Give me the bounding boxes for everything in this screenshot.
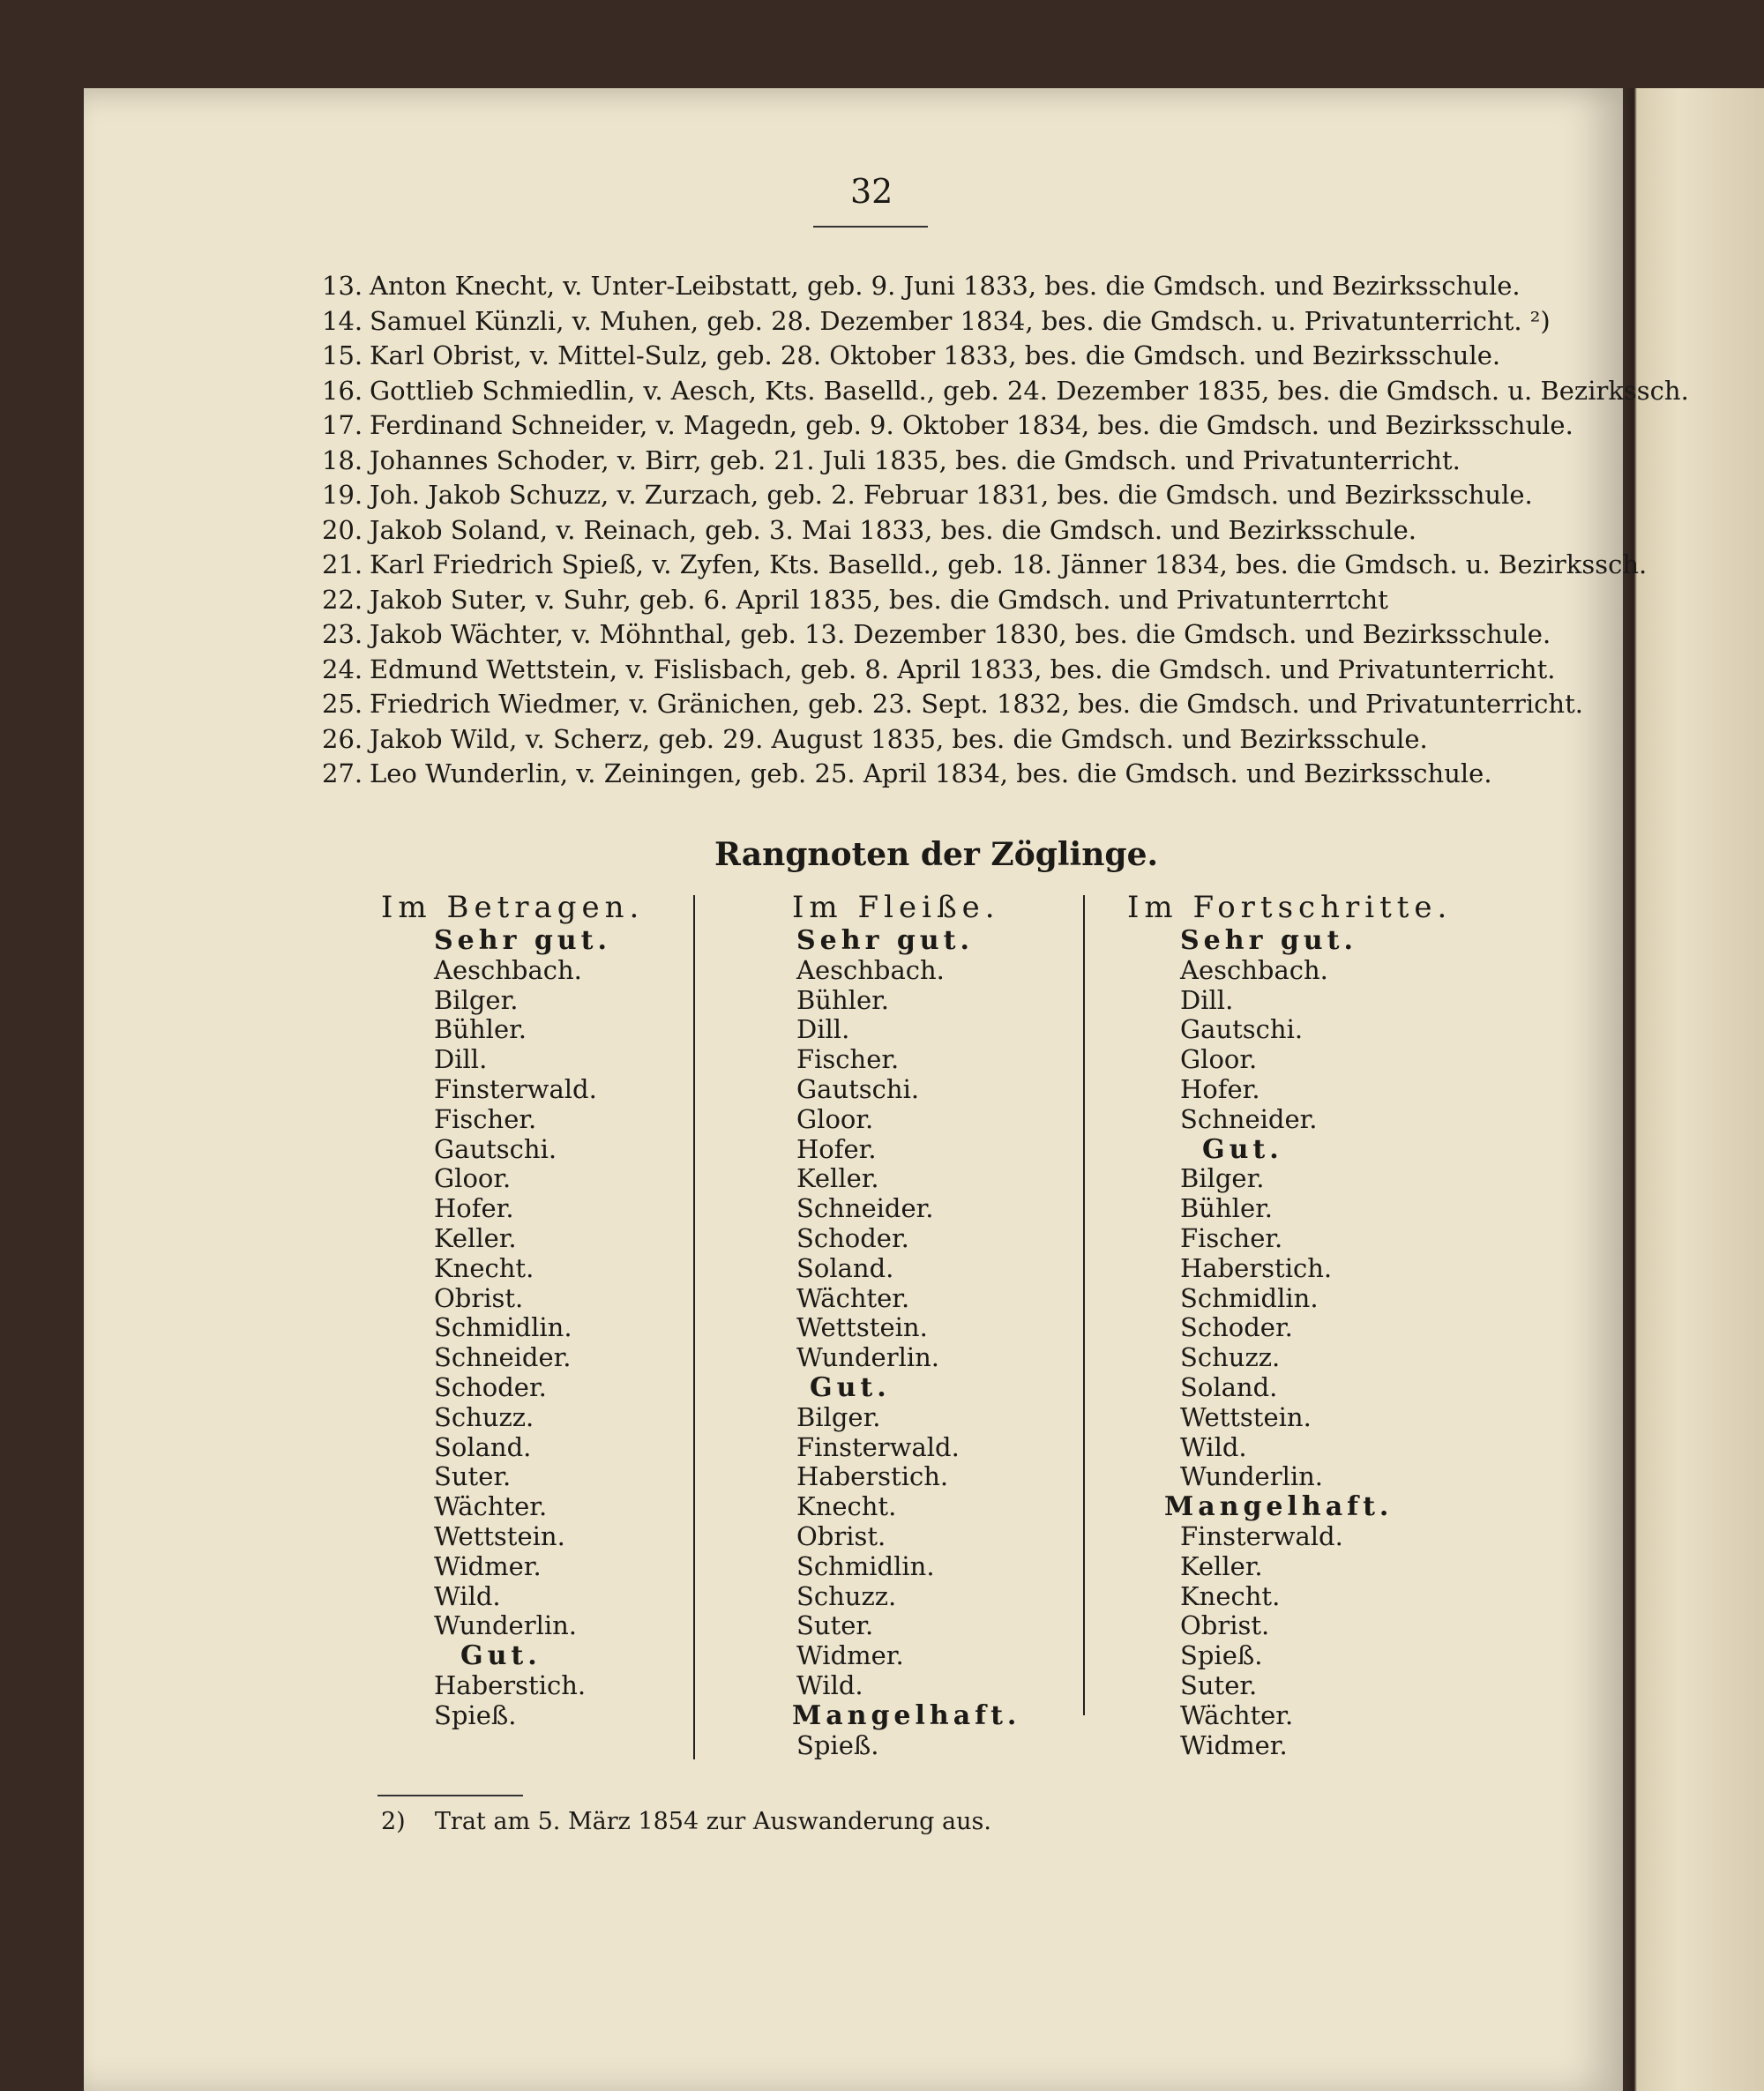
entry-number: 24.	[322, 653, 363, 684]
student-name: Wächter.	[434, 1491, 548, 1522]
student-name: Schneider.	[1180, 1103, 1318, 1134]
student-entry	[322, 339, 1501, 374]
student-entry	[322, 583, 1460, 618]
student-name: Widmer.	[796, 1640, 904, 1671]
entry-text: Joh. Jakob Schuzz, v. Zurzach, geb. 2. Februar 1831, bes. die Gmdsch. und Bezirksschule.	[370, 480, 1533, 510]
student-name: Wettstein.	[434, 1520, 565, 1551]
student-name: Haberstich.	[434, 1669, 587, 1700]
student-name: Fischer.	[434, 1103, 537, 1134]
grade-heading: Gut.	[1202, 1133, 1283, 1165]
student-name: Suter.	[796, 1610, 874, 1641]
student-entry	[322, 722, 1460, 758]
student-name: Gautschi.	[1180, 1014, 1304, 1045]
entry-number: 17.	[322, 410, 363, 440]
section-title: Rangnoten der Zöglinge.	[714, 836, 1159, 873]
grade-heading: Sehr gut.	[796, 925, 974, 956]
student-name: Bühler.	[796, 984, 889, 1015]
footnote-mark: 2)	[381, 1808, 406, 1835]
entry-number: 22.	[322, 584, 363, 615]
column-header: Im Fleiße.	[792, 890, 1000, 925]
student-name: Dill.	[434, 1044, 488, 1075]
student-name: Knecht.	[1180, 1580, 1281, 1611]
student-name: Schoder.	[434, 1371, 547, 1402]
student-name: Bilger.	[434, 984, 519, 1015]
entry-number: 21.	[322, 549, 363, 579]
entry-text: Samuel Künzli, v. Muhen, geb. 28. Dezember 1834, bes. die Gmdsch. u. Privatunterricht. ²)	[370, 305, 1551, 336]
student-name: Bilger.	[796, 1401, 881, 1432]
student-name: Suter.	[1180, 1669, 1258, 1700]
student-name: Spieß.	[796, 1729, 879, 1760]
student-name: Finsterwald.	[434, 1073, 597, 1104]
student-name: Dill.	[1180, 984, 1234, 1015]
student-name: Schmidlin.	[434, 1312, 572, 1343]
page-number-rule	[813, 226, 928, 228]
student-name: Wettstein.	[1180, 1401, 1312, 1432]
column-fortschritte	[1127, 889, 1452, 1760]
student-name: Keller.	[434, 1222, 517, 1253]
student-name: Suter.	[434, 1461, 512, 1492]
student-name: Bilger.	[1180, 1163, 1265, 1194]
student-name: Gloor.	[1180, 1044, 1258, 1075]
page-number: 32	[850, 172, 893, 211]
student-entry	[322, 653, 1556, 688]
student-name: Wettstein.	[796, 1312, 928, 1343]
entry-text: Johannes Schoder, v. Birr, geb. 21. Juli 1835, bes. die Gmdsch. und Privatunterricht.	[370, 444, 1461, 475]
entry-number: 26.	[322, 723, 363, 754]
student-name: Schuzz.	[796, 1580, 897, 1611]
entry-number: 14.	[322, 305, 363, 336]
student-name: Knecht.	[796, 1491, 897, 1522]
student-name: Aeschbach.	[434, 954, 582, 985]
student-name: Keller.	[1180, 1550, 1263, 1581]
student-name: Schmidlin.	[796, 1550, 935, 1581]
student-name: Hofer.	[796, 1133, 877, 1164]
footnote-rule	[377, 1795, 523, 1796]
student-name: Obrist.	[1180, 1610, 1270, 1641]
student-entry	[322, 444, 1460, 479]
student-name: Schneider.	[796, 1193, 934, 1224]
student-name: Wunderlin.	[1180, 1461, 1324, 1492]
grade-heading: Sehr gut.	[1180, 925, 1357, 956]
footnote	[381, 1808, 991, 1835]
student-name: Gloor.	[434, 1163, 512, 1194]
footnote-text: Trat am 5. März 1854 zur Auswanderung aus.	[434, 1808, 991, 1835]
student-entry	[322, 687, 1583, 722]
student-entry	[322, 757, 1492, 792]
student-name: Aeschbach.	[1180, 954, 1328, 985]
student-name: Bühler.	[434, 1014, 527, 1045]
entry-text: Jakob Wild, v. Scherz, geb. 29. August 1835, bes. die Gmdsch. und Bezirksschule.	[370, 723, 1428, 754]
entry-number: 13.	[322, 271, 363, 301]
student-name: Widmer.	[434, 1550, 542, 1581]
student-name: Schneider.	[434, 1342, 572, 1373]
grade-heading: Gut.	[460, 1640, 542, 1672]
entry-text: Jakob Soland, v. Reinach, geb. 3. Mai 1833, bes. die Gmdsch. und Bezirksschule.	[370, 514, 1416, 545]
student-name: Wächter.	[796, 1282, 910, 1313]
student-name: Schoder.	[1180, 1312, 1293, 1343]
student-name: Haberstich.	[796, 1461, 949, 1492]
student-name: Fischer.	[796, 1044, 900, 1075]
entry-number: 23.	[322, 619, 363, 649]
student-entry	[322, 269, 1521, 304]
student-entry	[322, 617, 1551, 653]
student-name: Haberstich.	[1180, 1252, 1333, 1283]
entry-text: Anton Knecht, v. Unter-Leibstatt, geb. 9. Juni 1833, bes. die Gmdsch. und Bezirksschule.	[370, 271, 1521, 301]
student-list	[322, 269, 1689, 792]
student-name: Keller.	[796, 1163, 879, 1194]
entry-text: Karl Friedrich Spieß, v. Zyfen, Kts. Baselld., geb. 18. Jänner 1834, bes. die Gmdsch. u. Bezirkssch.	[370, 549, 1648, 579]
column-header: Im Betragen.	[381, 890, 645, 925]
column-header: Im Fortschritte.	[1127, 890, 1453, 925]
grade-heading: Sehr gut.	[434, 925, 611, 956]
column-divider-left	[693, 895, 695, 1759]
student-name: Finsterwald.	[1180, 1520, 1343, 1551]
student-name: Wild.	[796, 1669, 863, 1700]
student-name: Schuzz.	[434, 1401, 534, 1432]
student-name: Bühler.	[1180, 1193, 1273, 1224]
grade-heading: Gut.	[810, 1371, 891, 1403]
entry-number: 25.	[322, 689, 363, 719]
student-name: Obrist.	[796, 1520, 886, 1551]
column-betragen	[381, 889, 644, 1731]
student-entry	[322, 304, 1551, 340]
entry-text: Jakob Suter, v. Suhr, geb. 6. April 1835, bes. die Gmdsch. und Privatunterrtcht	[370, 584, 1388, 615]
entry-number: 19.	[322, 480, 363, 510]
grade-heading: Mangelhaft.	[1164, 1491, 1394, 1523]
entry-text: Ferdinand Schneider, v. Magedn, geb. 9. Oktober 1834, bes. die Gmdsch. und Bezirksschule.	[370, 410, 1573, 440]
entry-text: Leo Wunderlin, v. Zeiningen, geb. 25. April 1834, bes. die Gmdsch. und Bezirksschule.	[370, 758, 1492, 788]
student-name: Knecht.	[434, 1252, 534, 1283]
student-name: Hofer.	[434, 1193, 514, 1224]
entry-number: 20.	[322, 514, 363, 545]
column-fleiss	[792, 889, 1020, 1760]
student-name: Wild.	[1180, 1431, 1247, 1462]
student-name: Aeschbach.	[796, 954, 945, 985]
student-name: Hofer.	[1180, 1073, 1260, 1104]
student-name: Schmidlin.	[1180, 1282, 1319, 1313]
student-entry	[322, 374, 1689, 409]
entry-text: Edmund Wettstein, v. Fislisbach, geb. 8. April 1833, bes. die Gmdsch. und Privatunterricht.	[370, 653, 1556, 684]
student-name: Spieß.	[1180, 1640, 1263, 1671]
student-name: Dill.	[796, 1014, 850, 1045]
student-name: Soland.	[434, 1431, 532, 1462]
student-entry	[322, 408, 1573, 444]
entry-text: Gottlieb Schmiedlin, v. Aesch, Kts. Baselld., geb. 24. Dezember 1835, bes. die Gmdsch. u. Bezirkssch.	[370, 375, 1689, 406]
student-name: Schoder.	[796, 1222, 909, 1253]
entry-number: 15.	[322, 340, 363, 370]
student-name: Fischer.	[1180, 1222, 1283, 1253]
grade-heading: Mangelhaft.	[792, 1699, 1021, 1731]
student-entry	[322, 478, 1533, 513]
entry-number: 27.	[322, 758, 363, 788]
student-name: Gautschi.	[796, 1073, 920, 1104]
entry-number: 18.	[322, 444, 363, 475]
entry-number: 16.	[322, 375, 363, 406]
student-name: Gautschi.	[434, 1133, 557, 1164]
student-name: Wild.	[434, 1580, 501, 1611]
entry-text: Friedrich Wiedmer, v. Gränichen, geb. 23. Sept. 1832, bes. die Gmdsch. und Privatunterricht.	[370, 689, 1583, 719]
student-name: Wunderlin.	[434, 1610, 578, 1641]
student-name: Obrist.	[434, 1282, 524, 1313]
entry-text: Jakob Wächter, v. Möhnthal, geb. 13. Dezember 1830, bes. die Gmdsch. und Bezirksschule.	[370, 619, 1551, 649]
column-divider-right	[1083, 895, 1085, 1715]
student-name: Wächter.	[1180, 1699, 1294, 1730]
student-name: Spieß.	[434, 1699, 517, 1730]
entry-text: Karl Obrist, v. Mittel-Sulz, geb. 28. Oktober 1833, bes. die Gmdsch. und Bezirksschule.	[370, 340, 1501, 370]
student-name: Widmer.	[1180, 1729, 1288, 1760]
student-name: Gloor.	[796, 1103, 874, 1134]
student-name: Soland.	[1180, 1371, 1278, 1402]
student-entry	[322, 548, 1648, 583]
student-name: Soland.	[796, 1252, 894, 1283]
student-name: Schuzz.	[1180, 1342, 1281, 1373]
student-name: Wunderlin.	[796, 1342, 940, 1373]
student-entry	[322, 513, 1460, 549]
student-name: Finsterwald.	[796, 1431, 960, 1462]
